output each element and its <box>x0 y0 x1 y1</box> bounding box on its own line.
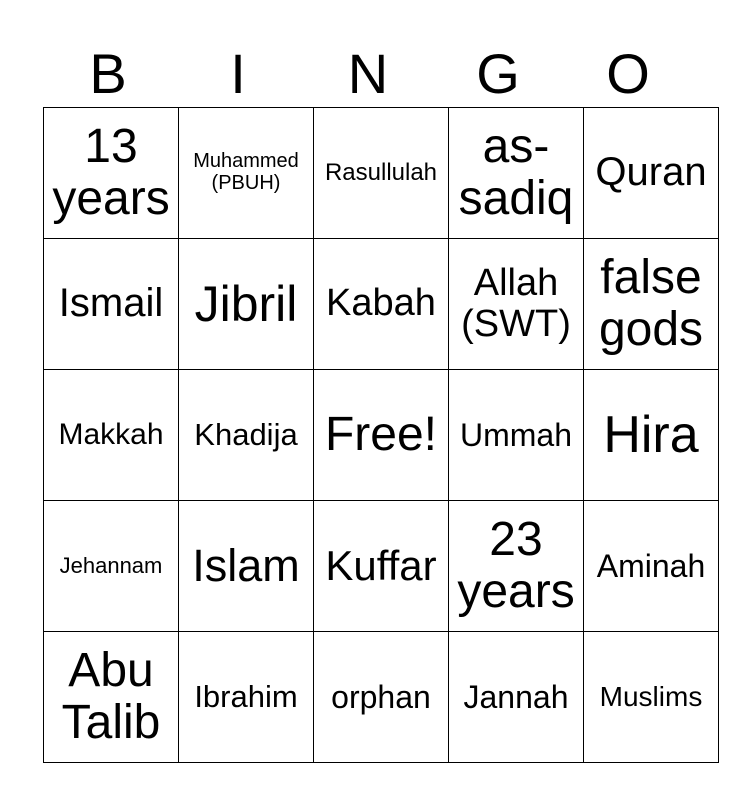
bingo-cell: Ibrahim <box>179 632 314 763</box>
board-row <box>44 108 719 239</box>
header-letter-g: G <box>476 42 520 105</box>
bingo-cell: Rasullulah <box>314 108 449 239</box>
bingo-cell: Abu Talib <box>44 632 179 763</box>
bingo-cell: Kuffar <box>314 501 449 632</box>
bingo-cell: Muhammed (PBUH) <box>179 108 314 239</box>
board-row <box>44 501 719 632</box>
bingo-cell: Makkah <box>44 370 179 501</box>
header-letter-i: I <box>230 42 246 105</box>
bingo-cell: Muslims <box>584 632 719 763</box>
bingo-header <box>43 40 693 108</box>
bingo-cell: Allah (SWT) <box>449 239 584 370</box>
header-letter-o: O <box>606 42 650 105</box>
header-letter-b: B <box>89 42 127 105</box>
header-letter-n: N <box>347 42 389 105</box>
bingo-cell: Quran <box>584 108 719 239</box>
bingo-cell: Jehannam <box>44 501 179 632</box>
bingo-cell: Ismail <box>44 239 179 370</box>
bingo-cell: Jannah <box>449 632 584 763</box>
bingo-cell: Khadija <box>179 370 314 501</box>
board-row <box>44 370 719 501</box>
bingo-cell: Ummah <box>449 370 584 501</box>
board-row <box>44 632 719 763</box>
bingo-cell: as-sadiq <box>449 108 584 239</box>
bingo-cell: Jibril <box>179 239 314 370</box>
bingo-board <box>43 107 719 763</box>
bingo-cell: Islam <box>179 501 314 632</box>
bingo-cell: 13 years <box>44 108 179 239</box>
bingo-cell: orphan <box>314 632 449 763</box>
board-row <box>44 239 719 370</box>
bingo-cell: Aminah <box>584 501 719 632</box>
bingo-cell: Kabah <box>314 239 449 370</box>
bingo-cell: Free! <box>314 370 449 501</box>
bingo-cell: 23 years <box>449 501 584 632</box>
bingo-cell: false gods <box>584 239 719 370</box>
bingo-cell: Hira <box>584 370 719 501</box>
